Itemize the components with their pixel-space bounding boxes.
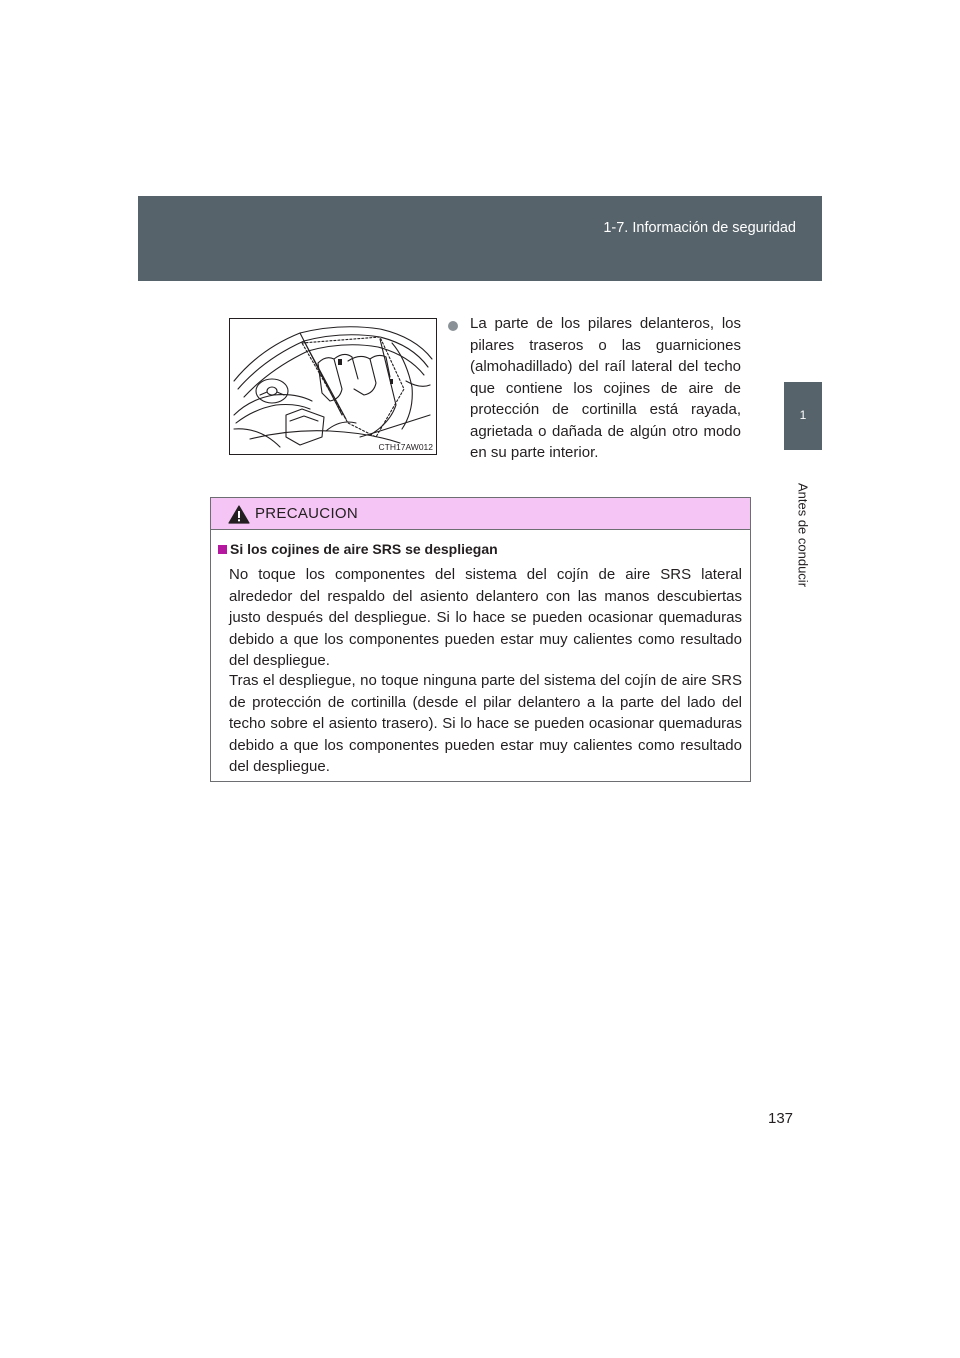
section-header-bar bbox=[138, 196, 822, 281]
chapter-tab bbox=[784, 382, 822, 450]
bullet-paragraph: La parte de los pilares delanteros, los pilares traseros o las guarniciones (almohadillado) del raíl lateral del techo que contiene los cojines de aire de protección de cortinilla está rayada, agrietada o dañada de algún otro modo en su parte interior. bbox=[470, 315, 741, 461]
caution-paragraph-1: No toque los componentes del sistema del cojín de aire SRS lateral alrededor del respaldo del asiento delantero con las manos descubiertas justo después del despliegue. Si lo hace se pueden ocasionar quemaduras debido a que los componentes pueden estar muy calientes como resultado del despliegue. bbox=[229, 566, 742, 669]
figure-code: CTH17AW012 bbox=[378, 442, 433, 452]
section-square-icon bbox=[218, 545, 227, 554]
caution-subheading: Si los cojines de aire SRS se despliegan bbox=[230, 541, 498, 557]
section-title: 1-7. Información de seguridad bbox=[603, 220, 796, 236]
caution-box bbox=[210, 497, 751, 782]
car-interior-drawing bbox=[230, 319, 436, 454]
caution-title: PRECAUCION bbox=[255, 505, 359, 522]
car-interior-illustration bbox=[229, 318, 437, 455]
chapter-number: 1 bbox=[799, 408, 807, 422]
page-number: 137 bbox=[768, 1110, 794, 1127]
chapter-label: Antes de conducir bbox=[795, 482, 811, 588]
bullet-dot-icon bbox=[448, 321, 458, 331]
warning-triangle-icon bbox=[228, 505, 250, 524]
caution-header bbox=[211, 498, 750, 530]
caution-paragraph-2: Tras el despliegue, no toque ninguna parte del sistema del cojín de aire SRS de protección de cortinilla (desde el pilar delantero a la parte del lado del techo sobre el asiento trasero). Si lo hace se pueden ocasionar quemaduras debido a que los componentes pueden estar muy calientes como resultado del despliegue. bbox=[229, 672, 742, 775]
